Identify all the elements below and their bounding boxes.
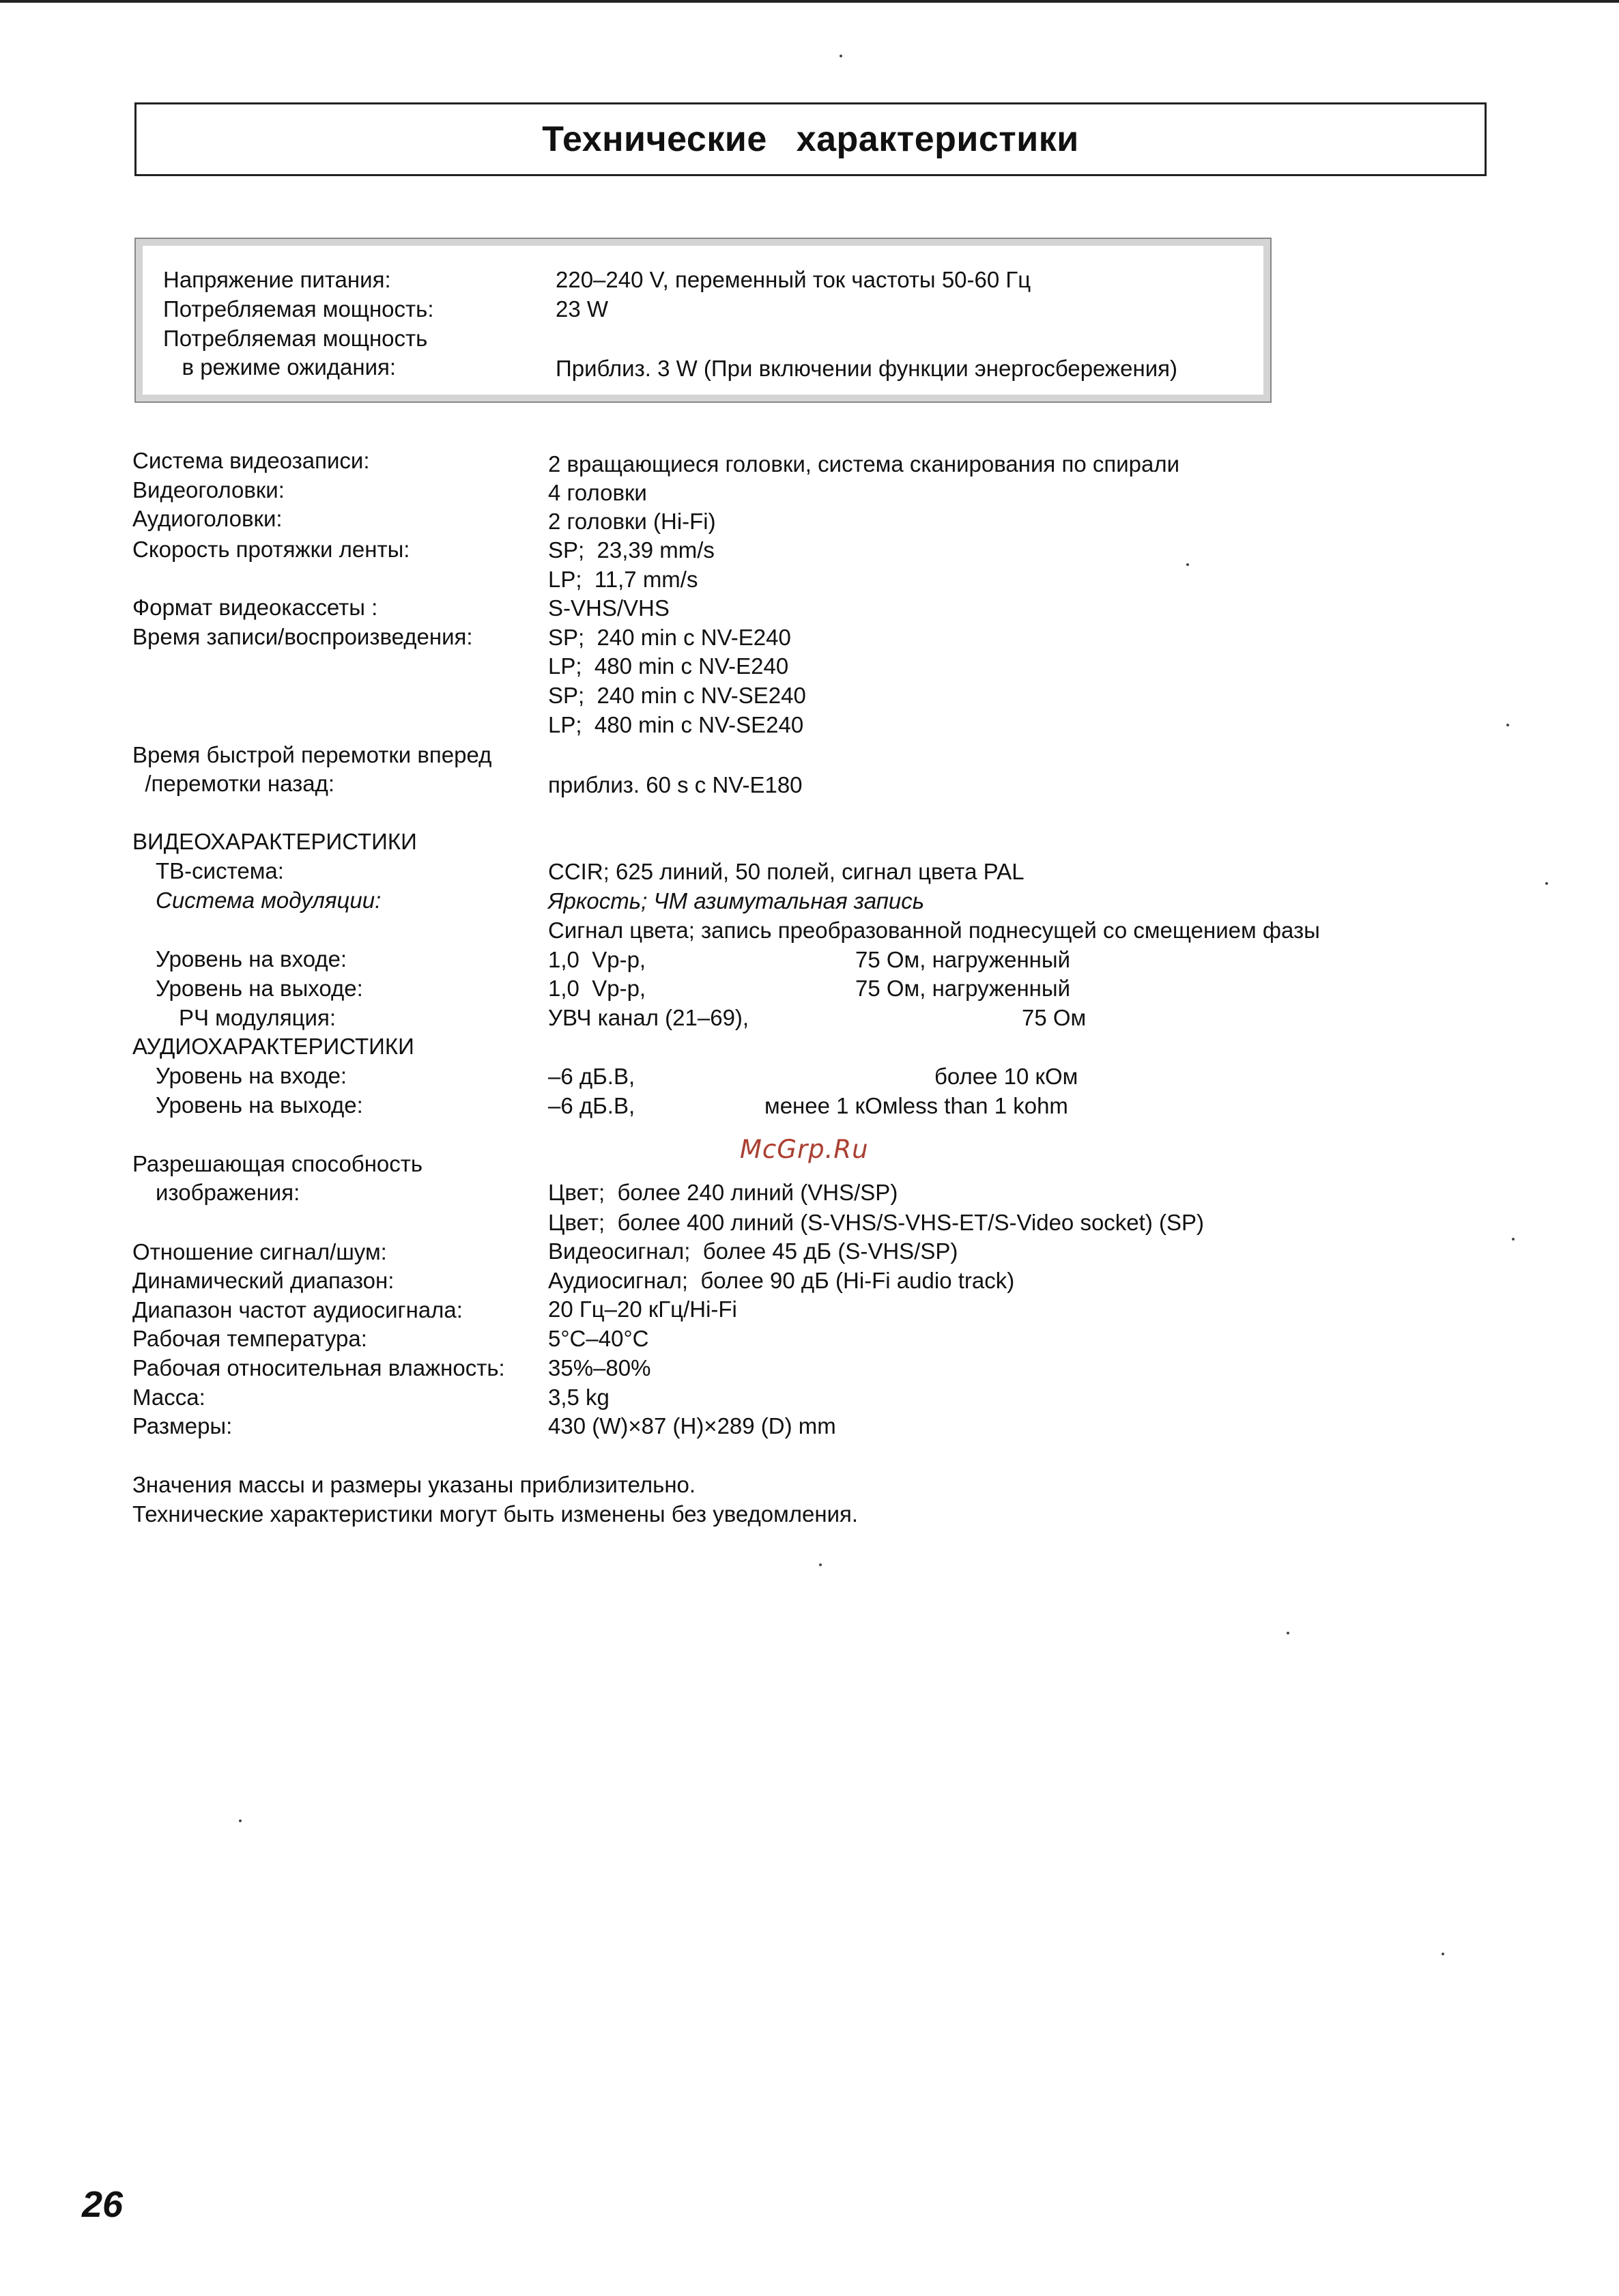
spec-label: Скорость протяжки ленты: [132, 537, 410, 562]
power-label-2: Потребляемая мощность [163, 326, 428, 351]
spec-label: Динамический диапазон: [132, 1268, 395, 1293]
spec-value: УВЧ канал (21–69), [548, 1005, 749, 1030]
spec-label: Система модуляции: [156, 888, 382, 913]
spec-value: –6 дБ.В, [548, 1064, 635, 1089]
scan-speck [1512, 1238, 1515, 1241]
scan-speck [239, 1819, 242, 1822]
spec-value: 4 головки [548, 480, 647, 505]
spec-label: Время записи/воспроизведения: [132, 624, 473, 649]
spec-label: Уровень на входе: [156, 1063, 347, 1088]
spec-label: Уровень на выходе: [156, 976, 363, 1001]
spec-value: Цвет; более 400 линий (S-VHS/S-VHS-ET/S-Video socket) (SP) [548, 1210, 1204, 1235]
footnote-changes: Технические характеристики могут быть изменены без уведомления. [132, 1501, 859, 1527]
spec-value: 2 вращающиеся головки, система сканирования по спирали [548, 451, 1180, 477]
spec-label: /перемотки назад: [132, 771, 335, 796]
title-box [134, 102, 1487, 176]
spec-value-2: 75 Ом, нагруженный [855, 976, 1071, 1001]
page-title: Технические характеристики [542, 119, 1079, 159]
spec-value: 20 Гц–20 кГц/Hi-Fi [548, 1296, 737, 1322]
spec-label: ТВ-система: [156, 858, 284, 883]
spec-value: SP; 240 min c NV-E240 [548, 625, 791, 650]
spec-label: Отношение сигнал/шум: [132, 1239, 387, 1264]
spec-value: 35%–80% [548, 1355, 651, 1380]
spec-value: 430 (W)×87 (H)×289 (D) mm [548, 1413, 836, 1438]
spec-label: Время быстрой перемотки вперед [132, 742, 492, 767]
power-label-0: Напряжение питания: [163, 267, 391, 292]
power-value-0: 220–240 V, переменный ток частоты 50-60 Гц [556, 267, 1031, 292]
spec-label: Рабочая температура: [132, 1326, 367, 1351]
spec-value: 3,5 kg [548, 1385, 610, 1410]
top-rule [0, 0, 1619, 3]
scan-speck [1506, 724, 1509, 726]
spec-label: Система видеозаписи: [132, 448, 370, 473]
power-specs-box [134, 238, 1272, 403]
scan-speck [1545, 882, 1548, 885]
spec-label: изображения: [156, 1180, 300, 1205]
power-value-3: Приблиз. 3 W (При включении функции энергосбережения) [556, 356, 1177, 381]
spec-value: 2 головки (Hi-Fi) [548, 509, 716, 534]
spec-label: РЧ модуляция: [179, 1005, 336, 1030]
spec-value: SP; 240 min c NV-SE240 [548, 683, 806, 708]
spec-value: SP; 23,39 mm/s [548, 537, 715, 563]
section-heading-audio: АУДИОХАРАКТЕРИСТИКИ [132, 1034, 414, 1059]
spec-value: 1,0 Vp-p, [548, 947, 646, 972]
spec-value: Яркость; ЧМ азимутальная запись [548, 888, 925, 913]
spec-value: –6 дБ.В, [548, 1093, 635, 1118]
spec-label: Формат видеокассеты : [132, 595, 378, 620]
spec-value: S-VHS/VHS [548, 595, 670, 621]
spec-value: приблиз. 60 s c NV-E180 [548, 772, 803, 797]
spec-value: Видеосигнал; более 45 дБ (S-VHS/SP) [548, 1238, 958, 1264]
spec-value: LP; 11,7 mm/s [548, 567, 698, 592]
spec-value: Аудиосигнал; более 90 дБ (Hi-Fi audio track) [548, 1268, 1015, 1293]
spec-value: LP; 480 min c NV-E240 [548, 653, 789, 679]
section-heading-video: ВИДЕОХАРАКТЕРИСТИКИ [132, 829, 417, 854]
scan-speck [1186, 563, 1189, 566]
spec-value-2: менее 1 кОмless than 1 kohm [764, 1093, 1068, 1118]
power-label-1: Потребляемая мощность: [163, 296, 434, 322]
spec-label: Видеоголовки: [132, 477, 285, 502]
spec-value: Цвет; более 240 линий (VHS/SP) [548, 1180, 898, 1205]
scan-speck [1287, 1632, 1289, 1634]
scan-speck [1442, 1953, 1444, 1955]
spec-value: Сигнал цвета; запись преобразованной поднесущей со смещением фазы [548, 918, 1320, 943]
spec-value: LP; 480 min c NV-SE240 [548, 712, 804, 737]
spec-label: Разрешающая способность [132, 1151, 423, 1176]
spec-label: Уровень на входе: [156, 946, 347, 972]
spec-label: Масса: [132, 1385, 205, 1410]
spec-label: Уровень на выходе: [156, 1092, 363, 1118]
spec-label: Аудиоголовки: [132, 506, 283, 531]
scan-speck [819, 1563, 822, 1566]
spec-label: Диапазон частот аудиосигнала: [132, 1297, 463, 1322]
spec-label: Размеры: [132, 1413, 233, 1438]
watermark-text: McGrp.Ru [740, 1135, 869, 1164]
spec-value: 5°C–40°C [548, 1326, 649, 1351]
spec-value-2: 75 Ом, нагруженный [855, 947, 1071, 972]
power-value-1: 23 W [556, 296, 609, 322]
power-label-3: в режиме ожидания: [163, 354, 397, 380]
spec-value-2: более 10 кОм [934, 1064, 1078, 1089]
spec-label: Рабочая относительная влажность: [132, 1355, 505, 1380]
footnote-mass: Значения массы и размеры указаны приблизительно. [132, 1472, 696, 1497]
scan-speck [840, 55, 842, 57]
spec-value: CCIR; 625 линий, 50 полей, сигнал цвета PAL [548, 859, 1025, 884]
page-number: 26 [82, 2184, 124, 2225]
spec-value: 1,0 Vp-p, [548, 976, 646, 1001]
spec-value-2: 75 Ом [1022, 1005, 1087, 1030]
